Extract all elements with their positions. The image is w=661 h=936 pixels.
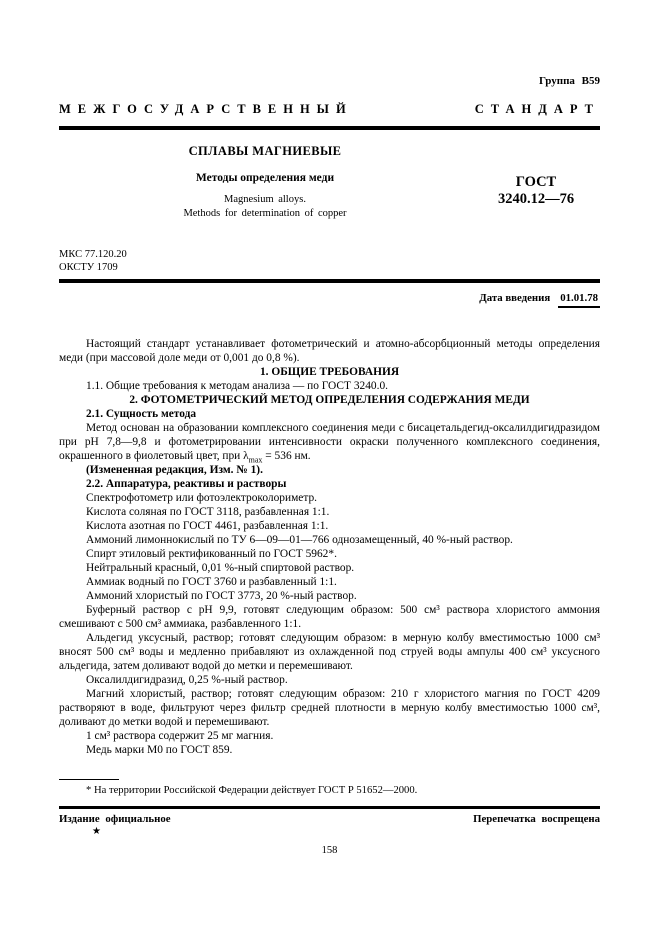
- classification-codes: [59, 248, 600, 274]
- reagent-line: Магний хлористый, раствор; готовят следующим образом: 210 г хлористого магния по ГОСТ 4209 растворяют в воде, фильтруют через фильтр средней плотности в мерную колбу вместимостью 1000 см³, доливают до метки водой и перемешивают.: [59, 688, 600, 728]
- standard-word-interstate: МЕЖГОСУДАРСТВЕННЫЙ: [59, 102, 353, 116]
- date-value: 01.01.78: [558, 292, 600, 308]
- standard-code-gost: ГОСТ: [515, 174, 557, 190]
- reagent-line: Кислота соляная по ГОСТ 3118, разбавленная 1:1.: [86, 506, 330, 518]
- clause-1-1: 1.1. Общие требования к методам анализа — по ГОСТ 3240.0.: [86, 380, 389, 392]
- okstu-code: ОКСТУ 1709: [59, 262, 118, 273]
- amended-note: (Измененная редакция, Изм. № 1).: [86, 464, 263, 476]
- intro-paragraph: Настоящий стандарт устанавливает фотометрический и атомно-абсорбционный методы определения меди (при массовой доле меди от 0,001 до 0,8 %).: [59, 338, 600, 364]
- page-content: [59, 0, 600, 856]
- document-title-ru: СПЛАВЫ МАГНИЕВЫЕ: [188, 144, 342, 158]
- reagent-line: Спирт этиловый ректификованный по ГОСТ 5962*.: [86, 548, 337, 560]
- footnote-text: * На территории Российской Федерации действует ГОСТ Р 51652—2000.: [86, 785, 418, 796]
- star-icon: ★: [92, 826, 101, 837]
- document-body: [59, 337, 600, 757]
- reagent-line: Аммиак водный по ГОСТ 3760 и разбавленный 1:1.: [86, 576, 337, 588]
- footer-row: [59, 813, 600, 826]
- reagent-line: Аммоний лимоннокислый по ТУ 6—09—01—766 однозамещенный, 40 %-ный раствор.: [86, 534, 513, 546]
- footnote-divider: [59, 779, 119, 780]
- reagent-line: Медь марки М0 по ГОСТ 859.: [86, 744, 233, 756]
- standard-code-number: 3240.12—76: [497, 191, 575, 207]
- document-title-en: [59, 193, 471, 220]
- footer-divider: [59, 806, 600, 809]
- reagent-line: Нейтральный красный, 0,01 %-ный спиртовой раствор.: [86, 562, 355, 574]
- clause-2-1-heading: 2.1. Сущность метода: [86, 408, 197, 420]
- title-en-line2: Methods for determination of copper: [183, 207, 347, 219]
- standard-type-line: [59, 101, 600, 118]
- titles-column: [59, 143, 471, 220]
- title-en-line1: Magnesium alloys.: [224, 194, 306, 205]
- reagent-line: Оксалилдигидразид, 0,25 %-ный раствор.: [86, 674, 288, 686]
- date-label: Дата введения: [479, 292, 551, 304]
- page-number: 158: [321, 845, 338, 856]
- method-text-after-lambda: = 536 нм.: [262, 450, 311, 462]
- introduction-date-line: [59, 292, 600, 308]
- edition-official-label: Издание официальное: [59, 813, 171, 825]
- document-subtitle-ru: Методы определения меди: [195, 172, 335, 184]
- reprint-prohibited-label: Перепечатка воспрещена: [473, 813, 600, 825]
- reagent-line: Буферный раствор с рН 9,9, готовят следующим образом: 500 см³ раствора хлористого аммония смешивают с 500 см³ аммиака, разбавленного 1:1.: [59, 604, 600, 630]
- header-divider: [59, 126, 600, 130]
- group-label: Группа В59: [538, 75, 600, 87]
- lambda-max-subscript: max: [248, 455, 263, 465]
- title-block: [59, 143, 600, 235]
- reagent-line: 1 см³ раствора содержит 25 мг магния.: [86, 730, 274, 742]
- reagent-line: Альдегид уксусный, раствор; готовят следующим образом: в мерную колбу вместимостью 1000 см³ вносят 500 см³ воды и медленно прибавляют из охлажденной под струей воды ампулы 400 см³ уксусного альдегида, затем доливают водой до метки и перемешивают.: [59, 632, 600, 672]
- reagent-line: Кислота азотная по ГОСТ 4461, разбавленная 1:1.: [86, 520, 329, 532]
- clause-2-2-heading: 2.2. Аппаратура, реактивы и растворы: [86, 478, 287, 490]
- reagent-line: Спектрофотометр или фотоэлектроколориметр.: [86, 492, 318, 504]
- section-2-heading: 2. ФОТОМЕТРИЧЕСКИЙ МЕТОД ОПРЕДЕЛЕНИЯ СОДЕРЖАНИЯ МЕДИ: [129, 394, 530, 406]
- section-1-heading: 1. ОБЩИЕ ТРЕБОВАНИЯ: [259, 366, 400, 378]
- method-text-before-lambda: Метод основан на образовании комплексного соединения меди с бисацетальдегид-оксалилдигидразидом при рН 7,8—9,8 и фотометрировании интенсивности окраски полученного комплексного соединения, окрашенного в фиолетовый цвет, при λ: [59, 422, 600, 462]
- standard-word-standard: СТАНДАРТ: [474, 102, 600, 116]
- standard-code: [472, 174, 600, 208]
- reagent-line: Аммоний хлористый по ГОСТ 3773, 20 %-ный раствор.: [86, 590, 357, 602]
- method-description: [59, 421, 600, 463]
- codes-divider: [59, 279, 600, 283]
- mks-code: МКС 77.120.20: [59, 249, 127, 260]
